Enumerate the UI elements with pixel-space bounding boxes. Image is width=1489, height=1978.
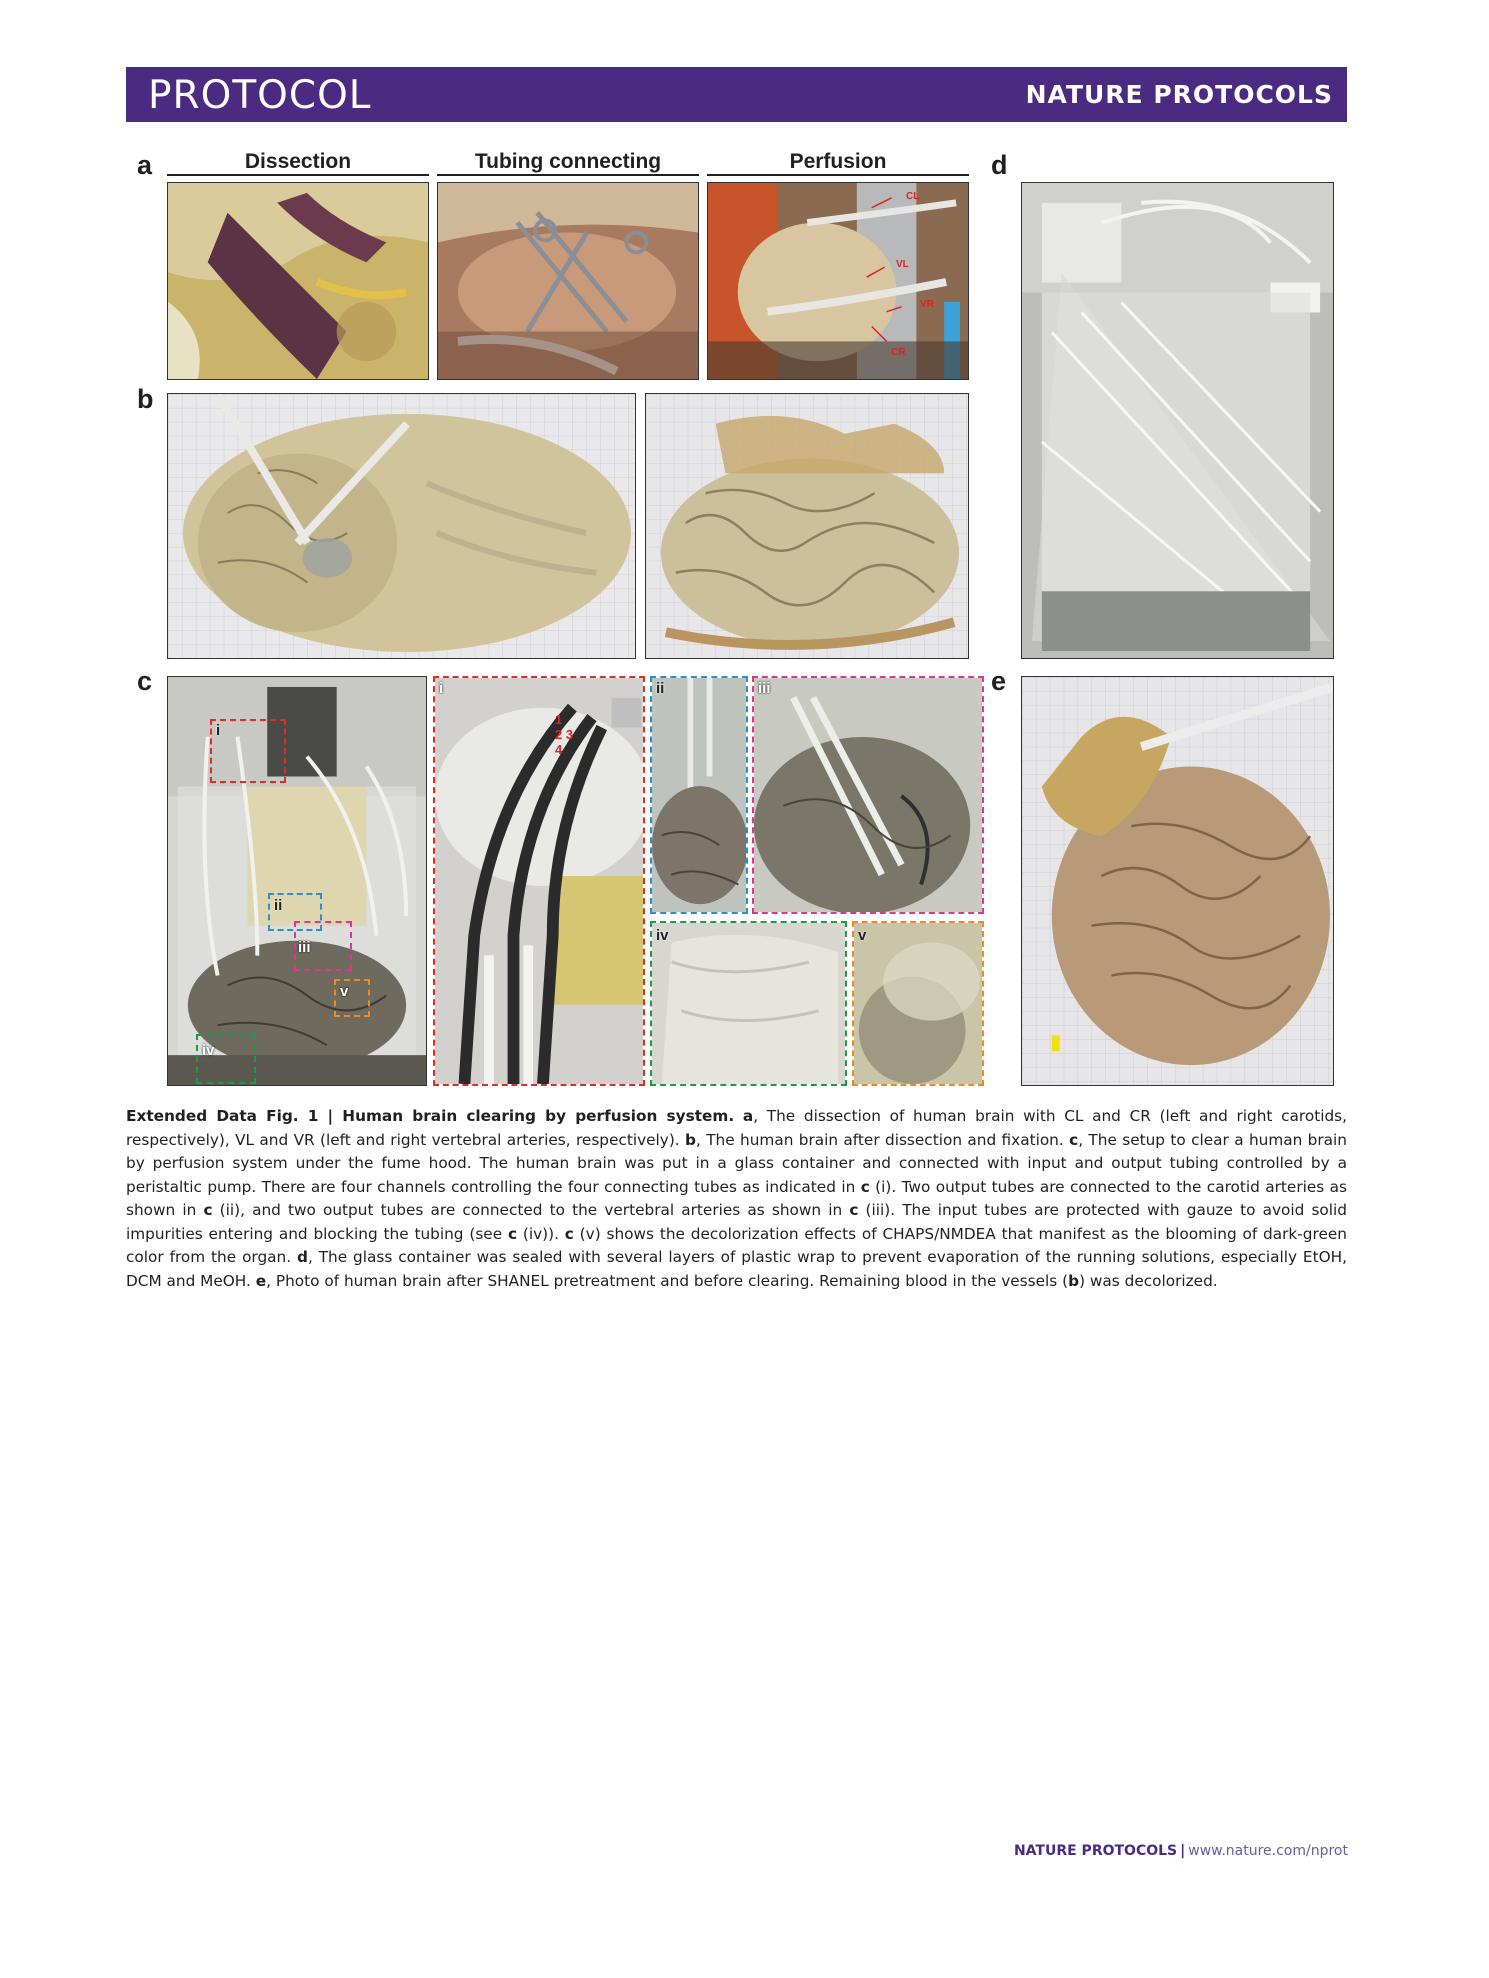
- panel-letter-b: b: [137, 384, 154, 414]
- panel-letter-a: a: [137, 150, 153, 180]
- caption-text: , The setup to clear a human brain by perfusion system under the fume hood. The human brain was put in a glass container and connected with input and output tubing controlled by a peristaltic pump. There are four channels controlling the four connecting tubes as indicated in: [126, 1130, 1347, 1196]
- page-footer: [1014, 1843, 1348, 1859]
- caption-panel-ref: d: [296, 1248, 308, 1266]
- callout-label-ii-zoom: ii: [656, 680, 665, 697]
- caption-body: [126, 1107, 1347, 1290]
- tube-channel-numbers: 1 2 3 4: [555, 712, 574, 757]
- column-heading-dissection: Dissection: [167, 150, 429, 174]
- photo-zoom-iii-vertebral-tubes: [752, 676, 984, 914]
- caption-panel-ref: b: [685, 1130, 696, 1149]
- journal-header-bar: [126, 67, 1347, 122]
- callout-label-i: i: [216, 722, 221, 739]
- photo-zoom-ii-carotid-tubes: [650, 676, 748, 914]
- callout-label-iv-zoom: iv: [656, 927, 669, 944]
- panel-letter-e: e: [991, 666, 1007, 696]
- caption-panel-ref: c: [860, 1177, 870, 1196]
- panel-letter-d: d: [991, 150, 1008, 180]
- figure-caption: [126, 1105, 1347, 1293]
- caption-text: , The glass container was sealed with several layers of plastic wrap to prevent evaporation of the running solutions, especially EtOH, DCM and MeOH.: [126, 1248, 1347, 1290]
- callout-label-ii: ii: [274, 897, 283, 914]
- caption-panel-ref: e: [255, 1271, 267, 1290]
- callout-label-i-zoom: i: [439, 680, 444, 697]
- caption-text: , The dissection of human brain with CL and CR (left and right carotids, respectively), VL and VR (left and right vertebral arteries, respectively).: [126, 1107, 1347, 1149]
- photo-dissection: [167, 182, 429, 380]
- photo-perfusion: [707, 182, 969, 380]
- column-heading-perfusion: Perfusion: [707, 150, 969, 174]
- journal-name: NATURE PROTOCOLS: [1025, 80, 1333, 109]
- footer-separator: |: [1180, 1843, 1186, 1859]
- footer-url[interactable]: www.nature.com/nprot: [1188, 1843, 1348, 1859]
- photo-tubing-connecting: [437, 182, 699, 380]
- caption-panel-ref: c: [507, 1224, 518, 1243]
- caption-panel-ref: c: [564, 1224, 574, 1243]
- caption-text: (v) shows the decolorization effects of CHAPS/NMDEA that manifest as the blooming of dark-green color from the organ.: [126, 1224, 1347, 1266]
- callout-box-i: [210, 719, 286, 783]
- column-heading-tubing: Tubing connecting: [437, 150, 699, 174]
- callout-label-iv: iv: [202, 1042, 215, 1059]
- photo-zoom-iv-gauze: [650, 921, 847, 1086]
- photo-brain-after-shanel-pretreatment: [1021, 676, 1334, 1086]
- footer-brand: NATURE PROTOCOLS: [1013, 1843, 1178, 1859]
- panel-letter-c: c: [137, 666, 153, 696]
- caption-panel-ref: c: [1069, 1130, 1079, 1149]
- caption-text: (iii). The input tubes are protected with gauze to avoid solid impurities entering and blocking the tubing (see: [126, 1201, 1347, 1243]
- caption-panel-ref: a: [742, 1107, 754, 1125]
- photo-brain-after-dissection-side: [167, 393, 636, 659]
- section-title: PROTOCOL: [148, 73, 372, 118]
- caption-text: (i). Two output tubes are connected to the carotid arteries as shown in: [126, 1177, 1348, 1219]
- caption-text: (iv)).: [517, 1224, 565, 1243]
- annotation-vl: VL: [896, 259, 909, 270]
- annotation-cr: CR: [891, 347, 906, 358]
- callout-label-v: v: [340, 983, 349, 1000]
- annotation-cl: CL: [906, 191, 920, 202]
- photo-brain-after-fixation: [645, 393, 969, 659]
- caption-label: Extended Data Fig. 1 | Human brain clearing by perfusion system.: [126, 1107, 735, 1125]
- caption-panel-ref: c: [203, 1201, 213, 1219]
- caption-text: , The human brain after dissection and fixation.: [695, 1130, 1070, 1149]
- callout-label-v-zoom: v: [858, 927, 867, 944]
- callout-label-iii: iii: [298, 939, 311, 956]
- photo-zoom-v-decolorization: [852, 921, 984, 1086]
- caption-text: (ii), and two output tubes are connected to the vertebral arteries as shown in: [212, 1201, 850, 1219]
- photo-sealed-glass-container: [1021, 182, 1334, 659]
- caption-text: , Photo of human brain after SHANEL pretreatment and before clearing. Remaining blood in the vessels (: [266, 1271, 1069, 1290]
- caption-panel-ref: c: [849, 1201, 859, 1219]
- annotation-vr: VR: [920, 299, 934, 310]
- caption-panel-ref: b: [1068, 1271, 1080, 1290]
- photo-zoom-i-peristaltic-pump: [433, 676, 645, 1086]
- caption-text: ) was decolorized.: [1079, 1271, 1218, 1290]
- photo-perfusion-setup-overview: [167, 676, 427, 1086]
- callout-label-iii-zoom: iii: [758, 680, 771, 697]
